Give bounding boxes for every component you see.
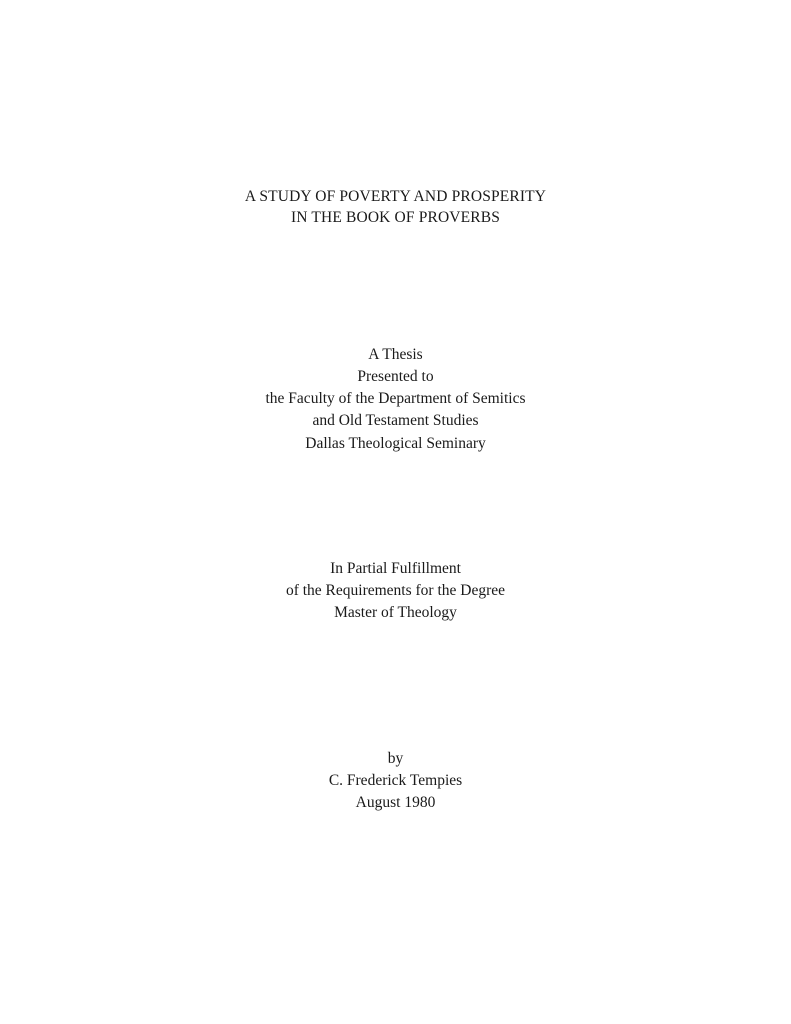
title-line-2: IN THE BOOK OF PROVERBS [291,209,500,227]
presentation-line-3: the Faculty of the Department of Semitics [265,390,526,408]
presentation-line-1: A Thesis [368,346,423,363]
title-line-1: A STUDY OF POVERTY AND PROSPERITY [244,188,547,205]
thesis-presentation [0,344,791,455]
degree-line-1: In Partial Fulfillment [330,560,461,577]
author-byline-label: by [387,750,404,767]
presentation-line-2: Presented to [357,368,434,386]
thesis-title [0,186,791,229]
presentation-line-4: and Old Testament Studies [312,412,479,430]
author-name: C. Frederick Tempies [328,772,463,790]
submission-date: August 1980 [355,794,436,812]
author-and-date [0,748,791,814]
degree-line-3: Master of Theology [334,604,457,622]
presentation-line-5: Dallas Theological Seminary [305,434,486,452]
degree-line-2: of the Requirements for the Degree [285,582,506,600]
degree-statement [0,558,791,624]
